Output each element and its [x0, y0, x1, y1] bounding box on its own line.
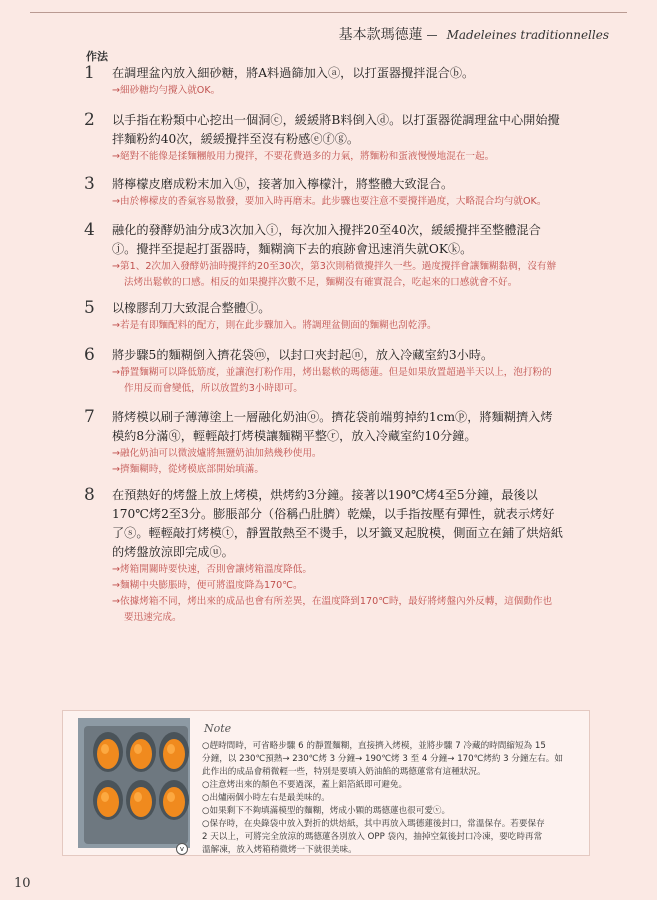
step-text: 在調理盆內放入細砂糖，將A料過篩加入ⓐ，以打蛋器攪拌混合ⓑ。 [112, 66, 475, 80]
step-note-line: →融化奶油可以微波爐將無鹽奶油加熱幾秒使用。 [112, 448, 322, 459]
step-1 [84, 64, 564, 99]
header-rule [30, 12, 627, 13]
step-note-line: →擠麵糊時，從烤模底部開始填滿。 [112, 464, 264, 475]
page-number: 10 [14, 876, 31, 891]
step-note-line: 要迅速完成。 [124, 612, 182, 623]
note-title: Note [204, 722, 232, 735]
note-line: ○如果剩下不夠填滿模型的麵糊，烤成小顆的瑪德蓮也很可愛ⓥ。 [202, 806, 451, 816]
step-number: 1 [84, 63, 95, 83]
step-text: 將檸檬皮磨成粉末加入ⓗ，接著加入檸檬汁，將整體大致混合。 [112, 177, 454, 191]
step-number: 5 [84, 298, 95, 318]
note-line: 此作出的成品會稍微輕一些，特別是要填入奶油餡的瑪德蓮常有這種狀況。 [202, 767, 486, 777]
note-line: 分鐘，以 230℃預熱→ 230℃烤 3 分鐘→ 190℃烤 3 至 4 分鐘→ 170℃烤約 3 分鐘左右。如 [202, 754, 563, 764]
step-text: 以橡膠刮刀大致混合整體ⓛ。 [112, 301, 271, 315]
step-note-line: →烤箱開關時要快速，否則會讓烤箱溫度降低。 [112, 564, 312, 575]
step-text: 以手指在粉類中心挖出一個洞ⓒ，緩緩將B料倒入ⓓ。以打蛋器從調理盆中心開始攪拌麵粉約40次，緩緩攪拌至沒有粉感ⓔⓕⓖ。 [112, 113, 560, 146]
step-note: →由於檸檬皮的香氣容易散發，要加入時再磨末。此步驟也要注意不要攪拌過度，大略混合均勻就OK。 [112, 196, 547, 207]
note-line: ○出爐兩個小時左右是最美味的。 [202, 793, 330, 803]
step-number: 7 [84, 407, 95, 427]
note-lines [202, 740, 580, 857]
note-line: 2 天以上，可將完全放涼的瑪德蓮各別放入 OPP 袋內，抽掉空氣後封口冷凍，要吃時再常 [202, 832, 543, 842]
step-text: 在預熱好的烤盤上放上烤模，烘烤約3分鐘。接著以190℃烤4至5分鐘，最後以170℃烤2至3分。膨脹部分（俗稱凸肚臍）乾燥，以手指按壓有彈性，就表示烤好了ⓢ。輕輕敲打烤模ⓣ，靜置散熱至不燙手，以牙籤叉起脫模，側面立在鋪了烘焙紙的烤盤放涼即完成ⓤ。 [112, 488, 563, 559]
step-note-line: →靜置麵糊可以降低筋度，並讓泡打粉作用，烤出鬆軟的瑪德蓮。但是如果放置超過半天以上，泡打粉的 [112, 367, 552, 378]
note-line: ○保存時，在央錄袋中放入對折的烘焙紙，其中再放入瑪德蓮後封口，常溫保存。若要保存 [202, 819, 545, 829]
step-note-line: →麵糊中央膨脹時，便可將溫度降為170℃。 [112, 580, 303, 591]
step-3 [84, 175, 564, 210]
step-note [112, 259, 564, 291]
step-note-line: →依據烤箱不同，烤出來的成品也會有所差異，在溫度降到170℃時，最好將烤盤內外反轉，這個動作也 [112, 596, 553, 607]
step-6 [84, 346, 564, 397]
header-title-fr: Madeleines traditionnelles [446, 28, 609, 42]
header-title-zh: 基本款瑪德蓮 [338, 27, 423, 43]
step-note: →絕對不能像是揉麵糰般用力攪拌，不要花費過多的力氣，將麵粉和蛋液慢慢地混在一起。 [112, 151, 495, 162]
step-note [112, 446, 564, 478]
header-separator [427, 35, 437, 36]
step-5 [84, 299, 564, 334]
step-2 [84, 111, 564, 165]
step-number: 8 [84, 485, 95, 505]
madeleine-pan-photo [78, 718, 190, 848]
step-note [112, 365, 564, 397]
step-number: 4 [84, 220, 95, 240]
step-note [112, 562, 564, 626]
note-line: ○趕時間時，可省略步驟 6 的靜置麵糊，直接擠入烤模，並將步驟 7 冷藏的時間縮短為 15 [202, 741, 546, 751]
step-note: →細砂糖均勻攪入就OK。 [112, 85, 221, 96]
step-number: 6 [84, 345, 95, 365]
step-text: 將步驟5的麵糊倒入擠花袋ⓜ，以封口夾封起ⓝ，放入冷藏室約3小時。 [112, 348, 494, 362]
step-8 [84, 486, 564, 626]
step-note-line: →第1、2次加入發酵奶油時攪拌約20至30次，第3次則稍微攪拌久一些。過度攪拌會讓麵糊黏稠，沒有辦 [112, 261, 557, 272]
step-note-line: 作用反而會變低，所以放置約3小時即可。 [124, 383, 303, 394]
step-number: 2 [84, 110, 95, 130]
step-4 [84, 221, 564, 291]
step-7 [84, 408, 564, 478]
step-text: 將烤模以刷子薄薄塗上一層融化奶油ⓞ。擠花袋前端剪掉約1cmⓟ，將麵糊擠入烤模約8分滿ⓠ，輕輕敲打烤模讓麵糊平整ⓡ，放入冷藏室約10分鐘。 [112, 410, 553, 443]
photo-label: v [176, 843, 188, 855]
note-line: 溫解凍，放入烤箱稍微烤一下就很美味。 [202, 845, 357, 855]
step-note: →若是有即麵配料的配方，則在此步驟加入。將調理盆側面的麵糊也刮乾淨。 [112, 320, 437, 331]
note-line: ○注意烤出來的顏色不要過深，蓋上鋁箔紙即可避免。 [202, 780, 408, 790]
page-header [339, 24, 609, 44]
step-text: 融化的發酵奶油分成3次加入ⓘ，每次加入攪拌20至40次，緩緩攪拌至整體混合ⓙ。攪拌至提起打蛋器時，麵糊滴下去的痕跡會迅速消失就OKⓚ。 [112, 223, 541, 256]
step-number: 3 [84, 174, 95, 194]
step-note-line: 法烤出鬆軟的口感。相反的如果攪拌次數不足，麵糊沒有確實混合，吃起來的口感就會不好。 [124, 277, 518, 288]
method-label: 作法 [86, 50, 108, 63]
madeleine-pan-illustration [78, 718, 190, 848]
